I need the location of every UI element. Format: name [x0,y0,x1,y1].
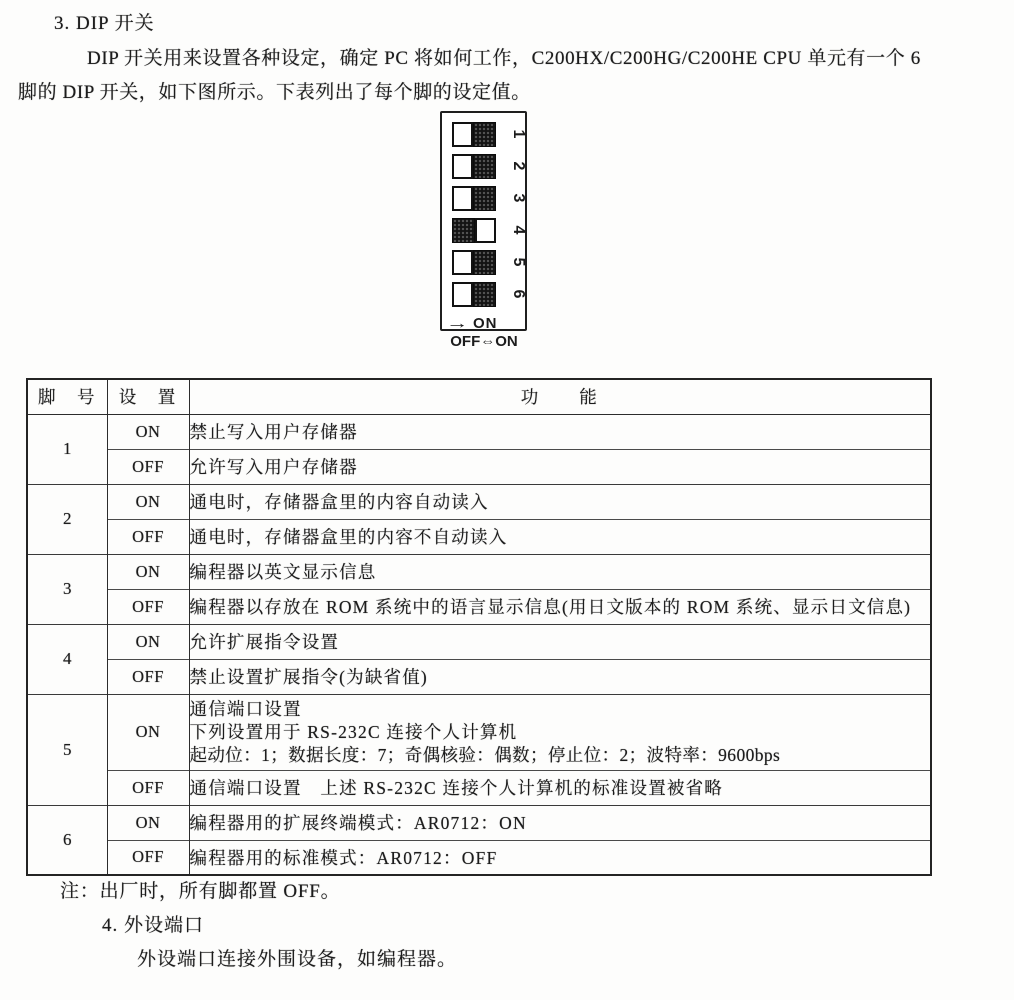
function-line: 下列设置用于 RS-232C 连接个人计算机 [189,721,518,742]
function-text: 通信端口设置 上述 RS-232C 连接个人计算机的标准设置被省略 [189,770,931,805]
switch4-handle [452,218,475,243]
switch5-handle [473,250,496,275]
factory-default-note: 注：出厂时，所有脚都置 OFF。 [60,881,341,902]
header-pin-number: 脚 号 [27,379,107,414]
dip-switch-6 [452,282,525,307]
function-text: 编程器以存放在 ROM 系统中的语言显示信息(用日文版本的 ROM 系统、显示日文信息) [189,589,931,624]
pin-number: 3 [27,554,107,624]
switch4-off-pad [475,218,496,243]
switch3-number-label: 3 [510,193,527,203]
header-setting: 设 置 [107,379,189,414]
table-row [27,449,931,484]
table-row [27,554,931,589]
pin-number: 1 [63,439,72,458]
switch5-number-label: 5 [510,257,527,267]
setting-off: OFF [107,519,189,554]
table-row [27,659,931,694]
switch1-handle [473,122,496,147]
section4-heading: 4. 外设端口 [102,915,205,936]
function-text: 禁止写入用户存储器 [189,414,931,449]
switch1-number-label: 1 [510,129,527,139]
section3-heading: 3. DIP 开关 [54,13,155,34]
section4-text: 外设端口连接外围设备，如编程器。 [137,949,458,970]
switch1-off-pad [452,122,473,147]
setting-on: ON [107,414,189,449]
header-function: 功 能 [189,379,931,414]
function-text-multiline [189,694,931,770]
dip-switch-diagram [440,111,527,331]
pin-number: 2 [27,484,107,554]
intro-paragraph-line2: 脚的 DIP 开关，如下图所示。下表列出了每个脚的设定值。 [18,82,531,103]
function-lines [190,695,931,770]
setting-on: ON [107,624,189,659]
dip-switch-2 [452,154,525,179]
setting-on: ON [107,554,189,589]
function-text: 允许写入用户存储器 [189,449,931,484]
switch2-handle [473,154,496,179]
switch5-off-pad [452,250,473,275]
pin-number: 6 [27,805,107,875]
switch6-off-pad [452,282,473,307]
switch3-handle [473,186,496,211]
legend-off-label: OFF [450,333,481,350]
function-line: 起动位：1；数据长度：7；奇偶核验：偶数；停止位：2；波特率：9600bps [189,744,781,765]
function-text: 编程器用的标准模式：AR0712：OFF [189,840,931,875]
double-arrow-icon: ⇔ [480,333,496,350]
dip-pin-settings-table [26,378,932,876]
switch3-off-pad [452,186,473,211]
switch2-number-label: 2 [510,161,527,171]
setting-off: OFF [107,589,189,624]
function-text: 编程器用的扩展终端模式：AR0712：ON [189,805,931,840]
dip-on-label: ON [473,315,498,332]
dip-switch-4 [452,218,525,243]
right-arrow-icon: → [446,315,470,332]
intro-paragraph-line1: DIP 开关用来设置各种设定，确定 PC 将如何工作，C200HX/C200HG/C200HE CPU 单元有一个 6 [87,48,921,69]
setting-off: OFF [107,770,189,805]
function-text: 通电时，存储器盒里的内容不自动读入 [189,519,931,554]
dip-switch-3 [452,186,525,211]
switch2-off-pad [452,154,473,179]
table-row [27,624,931,659]
switch6-number-label: 6 [510,289,527,299]
table-row [27,519,931,554]
table-row [27,805,931,840]
switch6-handle [473,282,496,307]
function-text: 允许扩展指令设置 [189,624,931,659]
pin-number: 5 [27,694,107,805]
table-row [27,414,931,449]
setting-on: ON [107,805,189,840]
setting-on: ON [107,694,189,770]
setting-off: OFF [107,659,189,694]
table-row [27,589,931,624]
table-row [27,694,931,770]
dip-on-direction [446,315,525,332]
setting-on: ON [107,484,189,519]
setting-off: OFF [107,449,189,484]
table-header-row [27,379,931,414]
legend-on-label: ON [495,333,518,350]
dip-off-on-legend [436,333,532,350]
function-line: 通信端口设置 [189,698,302,719]
function-text: 通电时，存储器盒里的内容自动读入 [189,484,931,519]
function-text: 禁止设置扩展指令(为缺省值) [189,659,931,694]
table-row [27,770,931,805]
table-row [27,484,931,519]
switch4-number-label: 4 [510,225,527,235]
dip-switch-5 [452,250,525,275]
setting-off: OFF [107,840,189,875]
function-text: 编程器以英文显示信息 [189,554,931,589]
dip-switch-1 [452,122,525,147]
table-row [27,840,931,875]
pin-number: 4 [27,624,107,694]
